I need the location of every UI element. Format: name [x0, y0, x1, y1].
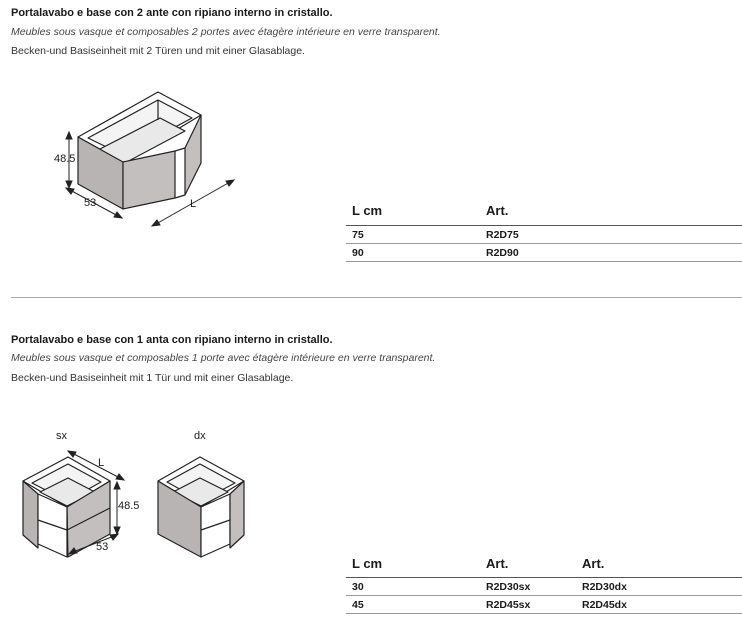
section1-german-description: Becken-und Basiseinheit mit 2 Türen und mit einer Glasablage. [11, 45, 305, 57]
table-cell-article-sx: R2D30sx [486, 581, 531, 593]
table-header-article: Art. [486, 203, 509, 218]
table-cell-article-dx: R2D30dx [582, 581, 627, 593]
table-cell-article-dx: R2D45dx [582, 599, 627, 611]
section1-french-description: Meubles sous vasque et composables 2 portes avec étagère intérieure en verre transparent. [11, 26, 441, 38]
depth-label: 53 [96, 541, 109, 553]
table-header-article-dx: Art. [582, 556, 605, 571]
section2-german-description: Becken-und Basiseinheit mit 1 Tür und mit einer Glasablage. [11, 372, 294, 384]
table-header-article-sx: Art. [486, 556, 509, 571]
section2-french-description: Meubles sous vasque et composables 1 porte avec étagère intérieure en verre transparent. [11, 352, 436, 364]
length-label: L [98, 457, 105, 469]
depth-label: 53 [84, 197, 97, 209]
table-row-divider [346, 613, 742, 614]
length-label: L [190, 198, 197, 210]
table-header-rule [346, 577, 742, 578]
section2-title: Portalavabo e base con 1 anta con ripiano interno in cristallo. [11, 334, 333, 346]
variant-right-label: dx [194, 430, 206, 442]
table-cell-article: R2D90 [486, 247, 519, 259]
table-row-divider [346, 595, 742, 596]
table-cell-length: 90 [352, 247, 364, 259]
table-header-length: L cm [352, 556, 383, 571]
table-cell-length: 30 [352, 581, 364, 593]
height-label: 48.5 [118, 500, 140, 512]
table-cell-article: R2D75 [486, 229, 519, 241]
table-header-length: L cm [352, 203, 383, 218]
table-cell-article-sx: R2D45sx [486, 599, 531, 611]
table-cell-length: 45 [352, 599, 364, 611]
section1-title: Portalavabo e base con 2 ante con ripiano interno in cristallo. [11, 7, 333, 19]
variant-left-label: sx [56, 430, 67, 442]
height-label: 48.5 [54, 153, 76, 165]
table-cell-length: 75 [352, 229, 364, 241]
